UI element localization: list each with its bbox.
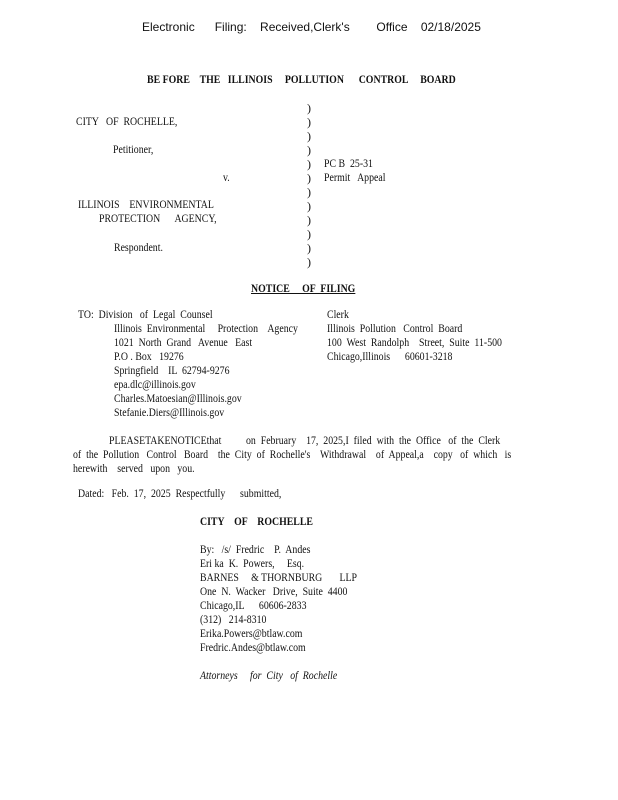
signature-street: One N. Wacker Drive, Suite 4400 xyxy=(200,584,348,598)
caption-divider xyxy=(307,101,317,269)
signature-email-1[interactable]: Erika.Powers@btlaw.com xyxy=(200,626,303,640)
versus-label: v. xyxy=(223,170,230,184)
notice-body-line-2: of the Pollution Control Board the City of Rochelle's Withdrawal of Appeal,a copy of which is xyxy=(73,447,512,461)
paren-mark: ) xyxy=(307,129,311,143)
clerk-board: Illinois Pollution Control Board xyxy=(327,321,463,335)
paren-mark: ) xyxy=(307,115,311,129)
notice-body-line-3: herewith served upon you. xyxy=(73,461,195,475)
notice-body-line-1: PLEASETAKENOTICEthat on February 17, 2025,I filed with the Office of the Clerk xyxy=(109,433,501,447)
recipient-email-3[interactable]: Stefanie.Diers@Illinois.gov xyxy=(114,405,225,419)
signature-by: By: /s/ Fredric P. Andes xyxy=(200,542,311,556)
paren-mark: ) xyxy=(307,171,311,185)
signature-entity: CITY OF ROCHELLE xyxy=(200,514,313,528)
paren-mark: ) xyxy=(307,213,311,227)
paren-mark: ) xyxy=(307,101,311,115)
paren-mark: ) xyxy=(307,199,311,213)
recipient-email-2[interactable]: Charles.Matoesian@Illinois.gov xyxy=(114,391,242,405)
notice-heading: NOTICE OF FILING xyxy=(251,281,356,295)
signature-attorney: Eri ka K. Powers, Esq. xyxy=(200,556,305,570)
respondent-name-line1: ILLINOIS ENVIRONMENTAL xyxy=(78,197,214,211)
paren-mark: ) xyxy=(307,227,311,241)
clerk-title: Clerk xyxy=(327,307,349,321)
case-type: Permit Appeal xyxy=(324,170,386,184)
recipient-agency: Illinois Environmental Protection Agency xyxy=(114,321,298,335)
attorneys-for: Attorneys for City of Rochelle xyxy=(200,668,338,682)
filing-stamp: Electronic Filing: Received,Clerk's Office 02/18/2025 xyxy=(142,20,481,34)
signature-city: Chicago,IL 60606-2833 xyxy=(200,598,307,612)
respondent-role: Respondent. xyxy=(114,240,163,254)
paren-mark: ) xyxy=(307,185,311,199)
clerk-street: 100 West Randolph Street, Suite 11-500 xyxy=(327,335,502,349)
dated-line: Dated: Feb. 17, 2025 Respectfully submitted, xyxy=(78,486,282,500)
document-title: BE FORE THE ILLINOIS POLLUTION CONTROL BOARD xyxy=(147,72,456,86)
paren-mark: ) xyxy=(307,241,311,255)
petitioner-name: CITY OF ROCHELLE, xyxy=(76,114,178,128)
signature-firm: BARNES & THORNBURG LLP xyxy=(200,570,358,584)
signature-email-2[interactable]: Fredric.Andes@btlaw.com xyxy=(200,640,306,654)
recipient-street: 1021 North Grand Avenue East xyxy=(114,335,253,349)
paren-mark: ) xyxy=(307,255,311,269)
paren-mark: ) xyxy=(307,157,311,171)
recipient-email-1[interactable]: epa.dlc@illinois.gov xyxy=(114,377,196,391)
paren-mark: ) xyxy=(307,143,311,157)
to-label: TO: Division of Legal Counsel xyxy=(78,307,213,321)
recipient-city: Springfield IL 62794-9276 xyxy=(114,363,230,377)
respondent-name-line2: PROTECTION AGENCY, xyxy=(99,211,217,225)
signature-phone: (312) 214-8310 xyxy=(200,612,267,626)
recipient-pobox: P.O . Box 19276 xyxy=(114,349,184,363)
case-number: PC B 25-31 xyxy=(324,156,373,170)
clerk-city: Chicago,Illinois 60601-3218 xyxy=(327,349,453,363)
petitioner-role: Petitioner, xyxy=(113,142,154,156)
